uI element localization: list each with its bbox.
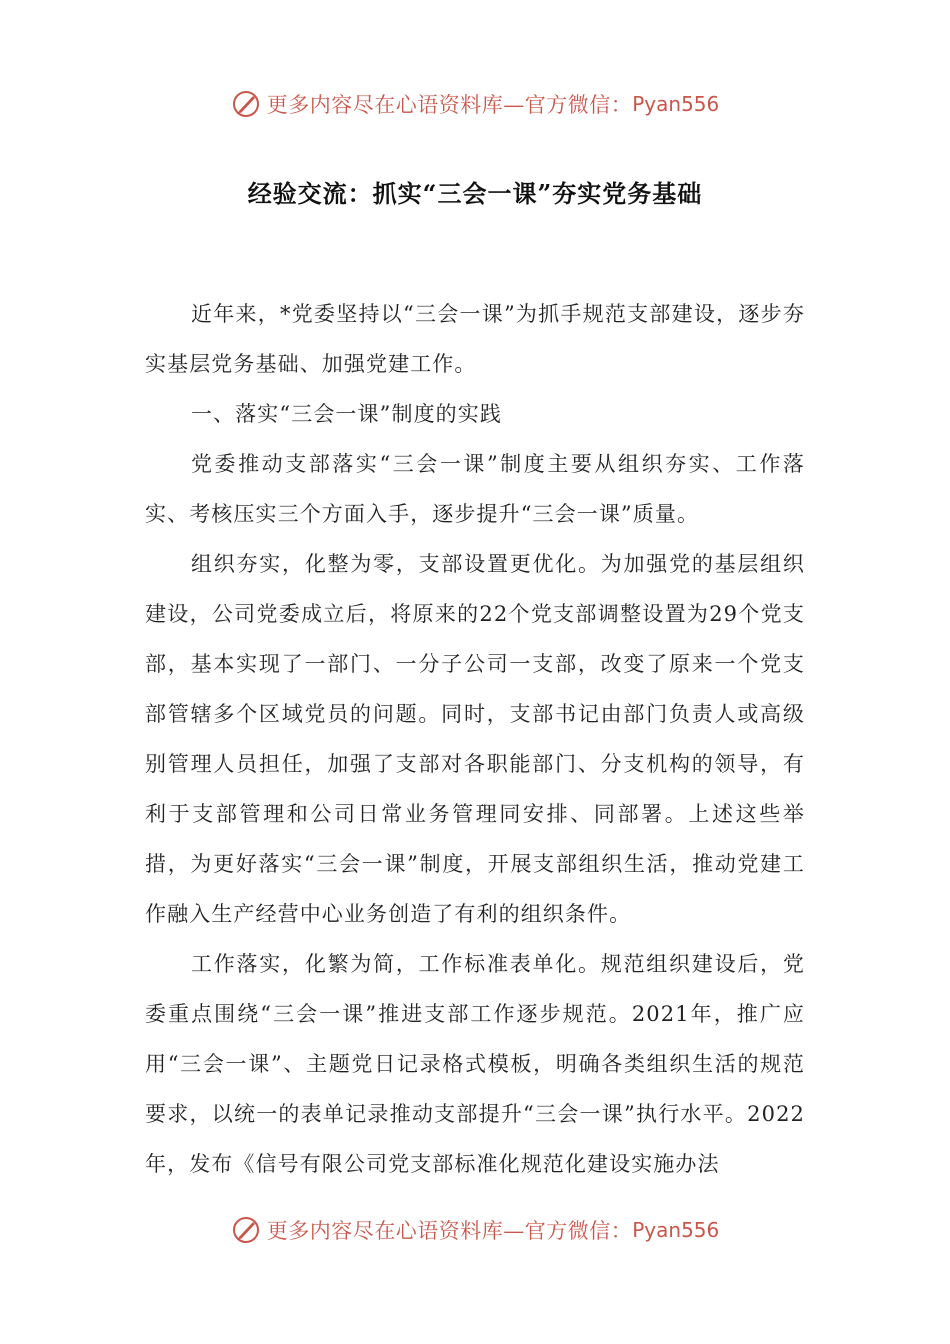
quill-pen-logo-icon bbox=[231, 89, 261, 119]
watermark-wechat-id: Pyan556 bbox=[632, 92, 720, 116]
watermark-text: 更多内容尽在心语资料库—官方微信： bbox=[266, 1219, 633, 1243]
document-body bbox=[145, 289, 805, 1189]
watermark-wechat-id: Pyan556 bbox=[632, 1218, 720, 1242]
paragraph: 工作落实，化繁为简，工作标准表单化。规范组织建设后，党委重点围绕“三会一课”推进支部工作逐步规范。2021年，推广应用“三会一课”、主题党日记录格式模板，明确各类组织生活的规范要求，以统一的表单记录推动支部提升“三会一课”执行水平。2022年，发布《信号有限公司党支部标准化规范化建设实施办法 bbox=[145, 952, 805, 1176]
header-watermark bbox=[0, 84, 950, 124]
paragraph-intro: 近年来，*党委坚持以“三会一课”为抓手规范支部建设，逐步夯实基层党务基础、加强党建工作。 bbox=[145, 302, 805, 376]
paragraph: 组织夯实，化整为零，支部设置更优化。为加强党的基层组织建设，公司党委成立后，将原来的22个党支部调整设置为29个党支部，基本实现了一部门、一分子公司一支部，改变了原来一个党支部管辖多个区域党员的问题。同时，支部书记由部门负责人或高级别管理人员担任，加强了支部对各职能部门、分支机构的领导，有利于支部管理和公司日常业务管理同安排、同部署。上述这些举措，为更好落实“三会一课”制度，开展支部组织生活，推动党建工作融入生产经营中心业务创造了有利的组织条件。 bbox=[145, 552, 805, 926]
paragraph: 党委推动支部落实“三会一课”制度主要从组织夯实、工作落实、考核压实三个方面入手，逐步提升“三会一课”质量。 bbox=[145, 452, 805, 526]
footer-watermark bbox=[0, 1210, 950, 1250]
quill-pen-logo-icon bbox=[231, 1215, 261, 1245]
section-heading: 一、落实“三会一课”制度的实践 bbox=[191, 402, 502, 426]
watermark-text: 更多内容尽在心语资料库—官方微信： bbox=[266, 93, 633, 117]
document-title: 经验交流：抓实“三会一课”夯实党务基础 bbox=[247, 179, 703, 208]
